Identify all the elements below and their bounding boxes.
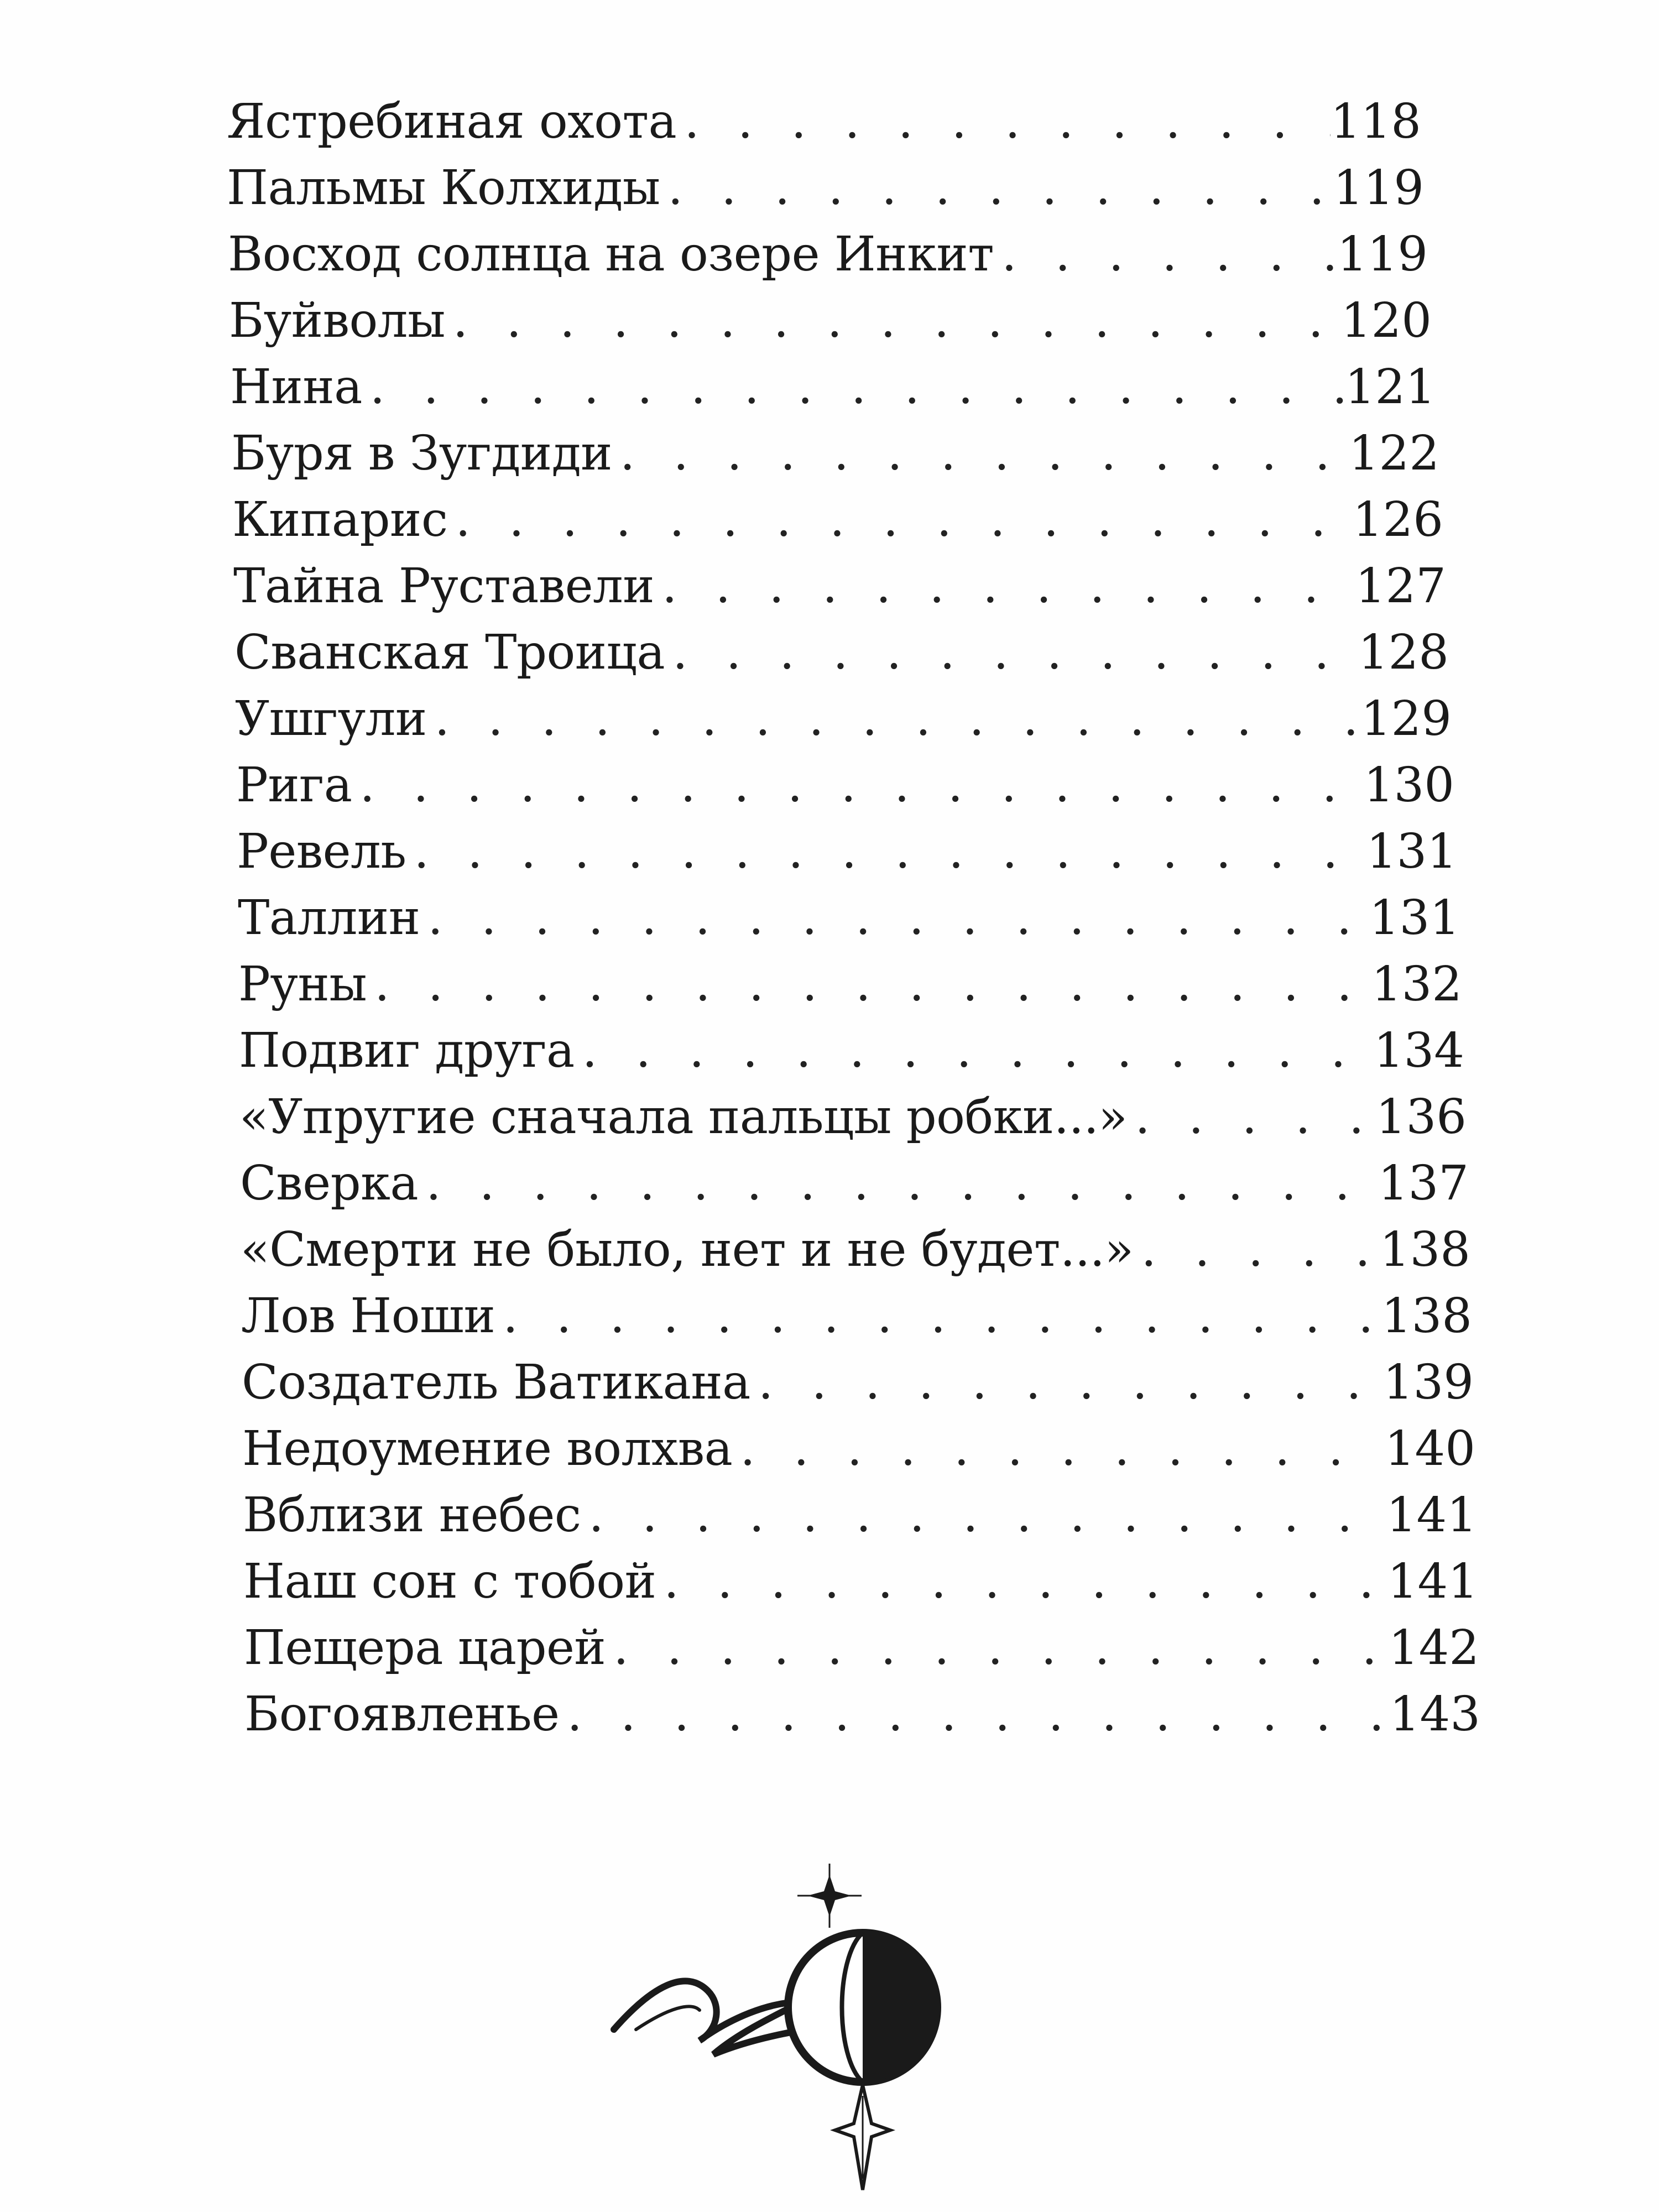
toc-dot-leader xyxy=(352,758,1364,813)
toc-entry-page: 129 xyxy=(1360,691,1452,747)
toc-entry xyxy=(241,1222,1470,1288)
toc-entry-page: 118 xyxy=(1330,94,1421,149)
toc-entry-page: 137 xyxy=(1378,1156,1469,1211)
toc-entry-title: «Смерти не было, нет и не будет...» xyxy=(241,1222,1134,1277)
toc-entry-title: Сванская Троица xyxy=(234,625,665,680)
toc-entry xyxy=(228,227,1428,293)
toc-entry xyxy=(239,1089,1467,1156)
toc-entry xyxy=(229,293,1432,359)
toc-entry-title: Вблизи небес xyxy=(243,1488,581,1543)
toc-dot-leader xyxy=(406,824,1366,879)
toc-entry xyxy=(242,1355,1474,1421)
toc-entry-title: Буйволы xyxy=(229,293,445,348)
toc-entry-title: Тайна Руставели xyxy=(233,559,655,614)
toc-dot-leader xyxy=(612,426,1349,481)
toc-entry-title: Таллин xyxy=(238,890,420,946)
toc-entry xyxy=(238,890,1460,957)
toc-dot-leader xyxy=(1127,1089,1375,1145)
toc-entry xyxy=(244,1620,1479,1687)
toc-dot-leader xyxy=(676,94,1331,149)
toc-entry-page: 121 xyxy=(1344,359,1436,415)
toc-entry-title: Ревель xyxy=(237,824,406,879)
toc-entry-page: 142 xyxy=(1388,1620,1479,1676)
toc-entry-page: 143 xyxy=(1389,1687,1480,1742)
toc-entry xyxy=(242,1421,1475,1488)
toc-entry-title: Руны xyxy=(238,957,367,1012)
toc-entry-page: 119 xyxy=(1333,160,1424,216)
toc-entry-page: 141 xyxy=(1387,1554,1478,1609)
toc-entry xyxy=(227,160,1424,227)
toc-entry-page: 138 xyxy=(1381,1288,1472,1344)
toc-dot-leader xyxy=(581,1488,1386,1543)
toc-entry-page: 128 xyxy=(1358,625,1449,680)
toc-entry-page: 136 xyxy=(1375,1089,1467,1145)
toc-entry-page: 131 xyxy=(1369,890,1460,946)
toc-entry-page: 134 xyxy=(1373,1023,1464,1078)
toc-entry-title: Пальмы Колхиды xyxy=(227,160,660,216)
toc-entry-title: Кипарис xyxy=(232,492,448,547)
toc-entry-title: Рига xyxy=(236,758,352,813)
table-of-contents xyxy=(0,94,1659,1753)
toc-dot-leader xyxy=(445,293,1341,348)
toc-entry xyxy=(233,559,1446,625)
toc-entry-page: 126 xyxy=(1352,492,1443,547)
toc-entry xyxy=(239,1023,1464,1089)
toc-dot-leader xyxy=(654,559,1355,614)
planet-dark-half xyxy=(863,1933,937,2082)
toc-dot-leader xyxy=(665,625,1358,680)
toc-entry-page: 130 xyxy=(1363,758,1454,813)
toc-entry xyxy=(237,824,1457,890)
toc-dot-leader xyxy=(606,1620,1389,1676)
toc-dot-leader xyxy=(362,359,1345,415)
toc-entry xyxy=(227,94,1421,160)
toc-entry-page: 140 xyxy=(1384,1421,1475,1477)
toc-entry xyxy=(235,691,1452,758)
toc-entry xyxy=(231,426,1439,492)
toc-dot-leader xyxy=(656,1554,1387,1609)
toc-dot-leader xyxy=(367,957,1371,1012)
toc-entry-page: 132 xyxy=(1371,957,1462,1012)
toc-dot-leader xyxy=(750,1355,1383,1410)
toc-entry-title: Недоумение волхва xyxy=(242,1421,733,1477)
toc-dot-leader xyxy=(560,1687,1390,1742)
toc-entry-title: Ястребиная охота xyxy=(227,94,677,149)
toc-entry-title: Наш сон с тобой xyxy=(243,1554,656,1609)
toc-dot-leader xyxy=(418,1156,1378,1211)
toc-entry xyxy=(230,359,1436,426)
toc-entry-title: Сверка xyxy=(240,1156,419,1211)
toc-entry-title: Восход солнца на озере Инкит xyxy=(228,227,994,282)
toc-entry xyxy=(243,1488,1477,1554)
toc-dot-leader xyxy=(732,1421,1384,1477)
toc-entry-title: Буря в Зугдиди xyxy=(231,426,612,481)
toc-entry-page: 131 xyxy=(1366,824,1457,879)
toc-dot-leader xyxy=(420,890,1369,946)
toc-entry xyxy=(234,625,1449,691)
sparkle-rays xyxy=(797,1864,862,1928)
toc-entry xyxy=(238,957,1462,1023)
toc-entry-title: Пещера царей xyxy=(244,1620,606,1676)
toc-entry-title: Подвиг друга xyxy=(239,1023,575,1078)
toc-dot-leader xyxy=(660,160,1333,216)
toc-dot-leader xyxy=(495,1288,1381,1344)
toc-dot-leader xyxy=(448,492,1353,547)
toc-dot-leader xyxy=(994,227,1337,282)
toc-entry xyxy=(241,1288,1472,1355)
toc-entry-title: Ушгули xyxy=(235,691,427,747)
toc-entry-page: 127 xyxy=(1355,559,1446,614)
toc-entry-title: Богоявленье xyxy=(244,1687,560,1742)
toc-entry xyxy=(232,492,1443,559)
planet-star-ornament-icon xyxy=(603,1864,990,2195)
toc-dot-leader xyxy=(1134,1222,1380,1277)
toc-entry xyxy=(244,1687,1480,1753)
toc-entry-page: 139 xyxy=(1383,1355,1474,1410)
toc-entry-title: Лов Ноши xyxy=(241,1288,495,1344)
toc-entry-title: Нина xyxy=(230,359,362,415)
swash-inner-stroke xyxy=(636,2006,700,2030)
toc-entry-page: 141 xyxy=(1386,1488,1477,1543)
toc-dot-leader xyxy=(575,1023,1374,1078)
toc-entry xyxy=(240,1156,1469,1222)
toc-entry xyxy=(243,1554,1478,1620)
toc-dot-leader xyxy=(427,691,1361,747)
toc-entry-page: 119 xyxy=(1337,227,1428,282)
toc-entry-page: 120 xyxy=(1340,293,1432,348)
toc-entry-title: «Упругие сначала пальцы робки...» xyxy=(239,1089,1128,1145)
toc-entry-page: 122 xyxy=(1348,426,1439,481)
toc-entry-title: Создатель Ватикана xyxy=(242,1355,750,1410)
toc-entry xyxy=(236,758,1454,824)
toc-entry-page: 138 xyxy=(1379,1222,1470,1277)
